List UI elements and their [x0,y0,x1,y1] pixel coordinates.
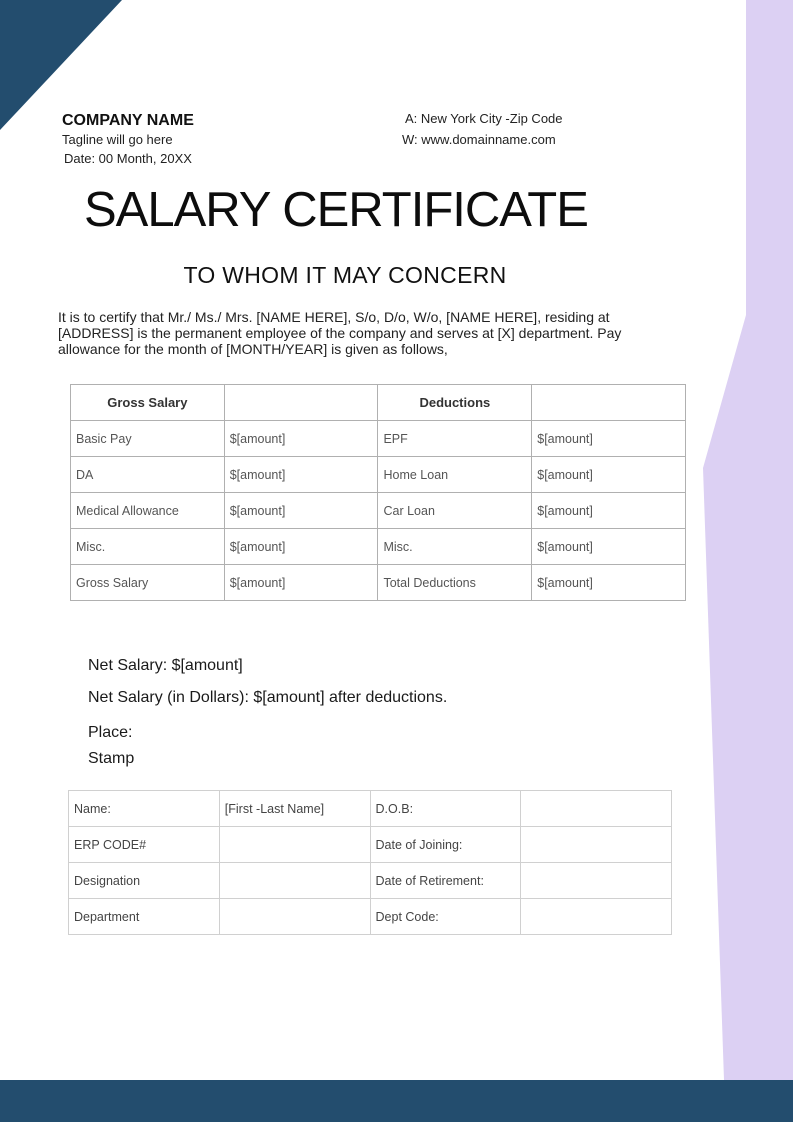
table-cell: Name: [69,791,220,827]
table-cell: $[amount] [532,421,686,457]
table-row [71,493,686,529]
table-row [69,791,672,827]
table-header-cell [532,385,686,421]
table-cell: Medical Allowance [71,493,225,529]
table-cell [521,899,672,935]
table-cell: $[amount] [224,421,378,457]
employee-info-table [68,790,672,935]
table-row [69,863,672,899]
navy-corner-triangle [0,0,122,130]
table-cell: Misc. [378,529,532,565]
company-website: W: www.domainname.com [402,132,556,147]
table-cell: EPF [378,421,532,457]
table-header-cell: Deductions [378,385,532,421]
intro-paragraph: It is to certify that Mr./ Ms./ Mrs. [NAME HERE], S/o, D/o, W/o, [NAME HERE], residing at [ADDRESS] is the permanent employee of the company and serves at [X] department. Pay allowance for the month of [MONTH/YEAR] is given as follows, [58,309,622,357]
table-cell: $[amount] [224,493,378,529]
table-cell: Designation [69,863,220,899]
table-cell: Total Deductions [378,565,532,601]
table-cell: Date of Retirement: [370,863,521,899]
net-salary: Net Salary: $[amount] [88,657,243,674]
company-address: A: New York City -Zip Code [405,111,563,126]
table-cell: $[amount] [532,529,686,565]
table-row [71,565,686,601]
table-header-row [71,385,686,421]
table-cell [521,827,672,863]
table-cell: $[amount] [224,565,378,601]
table-cell [521,863,672,899]
table-cell: Misc. [71,529,225,565]
table-cell: Car Loan [378,493,532,529]
table-cell: Gross Salary [71,565,225,601]
table-row [69,827,672,863]
table-row [71,529,686,565]
table-cell: D.O.B: [370,791,521,827]
lavender-side-shape [703,0,793,1080]
table-header-cell: Gross Salary [71,385,225,421]
company-name: COMPANY NAME [62,112,194,129]
table-cell: ERP CODE# [69,827,220,863]
stamp-label: Stamp [88,750,135,767]
table-row [71,421,686,457]
table-header-cell [224,385,378,421]
table-cell: Home Loan [378,457,532,493]
table-cell: Dept Code: [370,899,521,935]
table-row [69,899,672,935]
place-label: Place: [88,724,133,741]
table-cell [219,863,370,899]
table-cell [521,791,672,827]
table-cell: [First -Last Name] [219,791,370,827]
table-cell: $[amount] [224,529,378,565]
certificate-date: Date: 00 Month, 20XX [64,151,192,166]
net-salary-in-dollars: Net Salary (in Dollars): $[amount] after deductions. [88,689,448,706]
table-cell [219,827,370,863]
table-cell: Basic Pay [71,421,225,457]
table-cell: $[amount] [532,493,686,529]
table-cell: $[amount] [532,457,686,493]
table-cell [219,899,370,935]
salary-table [70,384,686,601]
tagline: Tagline will go here [62,132,173,147]
table-row [71,457,686,493]
table-cell: Date of Joining: [370,827,521,863]
page-title: SALARY CERTIFICATE [84,183,588,237]
page-subtitle: TO WHOM IT MAY CONCERN [183,262,507,288]
navy-footer-band [0,1080,793,1122]
table-cell: $[amount] [532,565,686,601]
table-cell: $[amount] [224,457,378,493]
table-cell: Department [69,899,220,935]
table-cell: DA [71,457,225,493]
